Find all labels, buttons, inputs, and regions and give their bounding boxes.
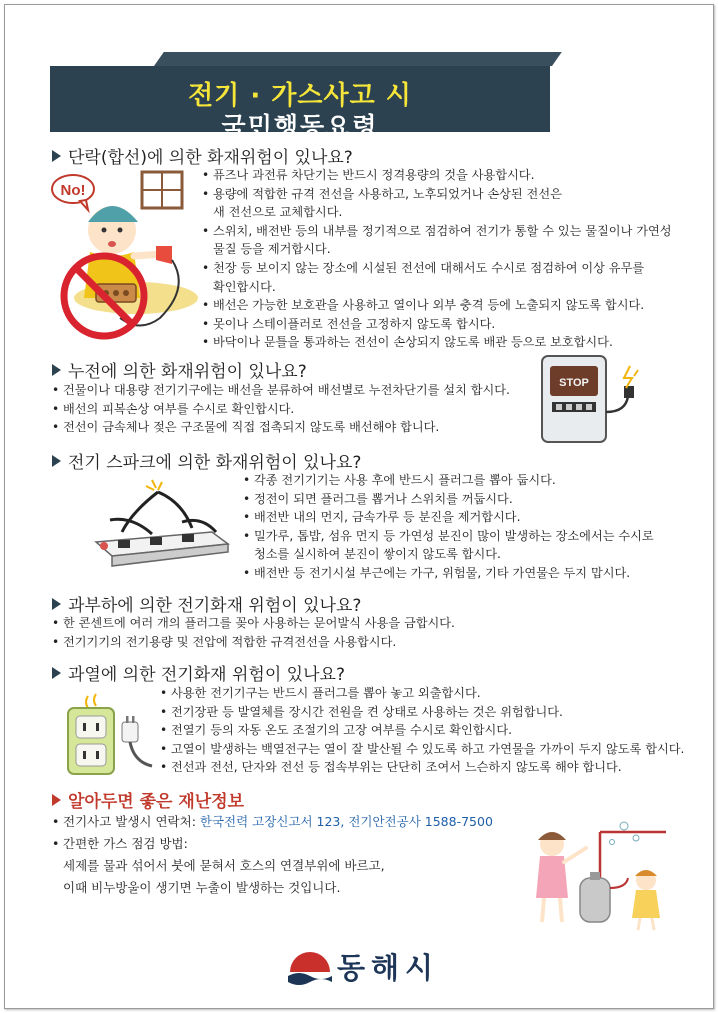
contact-row (52, 811, 493, 833)
leakage-list (52, 381, 510, 437)
list-item: • 고열이 발생하는 백열전구는 열이 잘 발산될 수 있도록 하고 가연물을 가까이 두지 않도록 합시다. (160, 740, 684, 759)
triangle-bullet-icon (52, 150, 61, 162)
triangle-bullet-icon (52, 794, 61, 806)
triangle-bullet-icon (52, 455, 61, 467)
list-item: • 정전이 되면 플러그를 뽑거나 스위치를 꺼둡시다. (243, 490, 654, 509)
stop-sign-text: STOP (559, 377, 589, 389)
list-item: • 배선의 피복손상 여부를 수시로 확인합시다. (52, 400, 510, 419)
list-item: • 배전반 등 전기시설 부근에는 가구, 위험물, 기타 가연물은 두지 맙시다. (243, 564, 654, 583)
list-item: • 전열기 등의 자동 온도 조절기의 고장 여부를 수시로 확인합시다. (160, 721, 684, 740)
contact-label: 전기사고 발생시 연락처: (63, 814, 196, 829)
disaster-info-block (52, 811, 493, 899)
banner-body (50, 66, 550, 141)
list-item: • 전선이 금속체나 젖은 구조물에 직접 접촉되지 않도록 배선해야 합니다. (52, 418, 510, 437)
overheat-list (160, 684, 684, 777)
gas-check-line1: 세제를 물과 섞어서 붓에 묻혀서 호스의 연결부위에 바르고, (63, 858, 385, 873)
section-heading-overheat: 과열에 의한 전기화재 위험이 있나요? (52, 660, 345, 685)
list-item: • 한 콘센트에 여러 개의 플러그를 꽂아 사용하는 문어발식 사용을 금합시다. (52, 614, 455, 633)
list-item: • 바닥이나 문틀을 통과하는 전선이 손상되지 않도록 배관 등으로 보호합시다. (202, 333, 672, 352)
triangle-bullet-icon (52, 598, 61, 610)
list-item: • 전선과 전선, 단자와 전선 등 접속부위는 단단히 조여서 느슨하지 않도록 해야 합니다. (160, 758, 684, 777)
triangle-bullet-icon (52, 667, 61, 679)
contact-value: 한국전력 고장신고서 123, 전기안전공사 1588-7500 (199, 814, 493, 829)
short-circuit-boy-illustration (50, 168, 200, 343)
logo-text: 동해시 (337, 951, 440, 985)
list-item: • 천장 등 보이지 않는 장소에 시설된 전선에 대해서도 수시로 점검하여 이상 유무를 확인합시다. (202, 259, 672, 296)
gas-check-line2: 이때 비누방울이 생기면 누출이 발생하는 것입니다. (63, 880, 341, 895)
spark-list (243, 471, 654, 583)
list-item: • 사용한 전기기구는 반드시 플러그를 뽑아 놓고 외출합시다. (160, 684, 684, 703)
section-heading-short-circuit: 단락(합선)에 의한 화재위험이 있나요? (52, 143, 353, 168)
list-item: • 각종 전기기기는 사용 후에 반드시 플러그를 뽑아 둡시다. (243, 471, 654, 490)
overload-list (52, 614, 455, 651)
banner-tab (154, 52, 562, 66)
breaker-stop-illustration (538, 352, 648, 448)
sun-wave-logo-icon (287, 946, 333, 986)
list-item: • 스위치, 배전반 등의 내부를 정기적으로 점검하여 전기가 통할 수 있는 물질이나 가연성 물질 등을 제거합시다. (202, 222, 672, 259)
no-bubble-text: No! (60, 182, 86, 199)
triangle-bullet-icon (52, 364, 61, 376)
title-banner (148, 52, 552, 141)
section-heading-spark: 전기 스파크에 의한 화재위험이 있나요? (52, 448, 361, 473)
donghae-city-logo (287, 944, 457, 988)
list-item: • 퓨즈나 과전류 차단기는 반드시 정격용량의 것을 사용합시다. (202, 166, 672, 185)
list-item: • 못이나 스테이플러로 전선을 고정하지 않도록 합시다. (202, 315, 672, 334)
title-line2: 국민행동요령 (221, 112, 379, 141)
gas-check-label: • 간편한 가스 점검 방법: (52, 833, 493, 855)
outlet-plug-illustration (64, 692, 160, 778)
power-strip-spark-illustration (92, 472, 232, 574)
section-heading-overload: 과부하에 의한 전기화재 위험이 있나요? (52, 591, 361, 616)
list-item: • 건물이나 대용량 전기기구에는 배선을 분류하여 배선별로 누전차단기를 설치 합시다. (52, 381, 510, 400)
list-item: • 용량에 적합한 규격 전선을 사용하고, 노후되었거나 손상된 전선은 새 전선으로 교체합시다. (202, 185, 672, 222)
list-item: • 밀가루, 톱밥, 섬유 먼지 등 가연성 분진이 많이 발생하는 장소에서는 수시로 청소를 실시하여 분진이 쌓이지 않도록 합시다. (243, 527, 654, 564)
list-item: • 배선은 가능한 보호관을 사용하고 열이나 외부 충격 등에 노출되지 않도록 합시다. (202, 296, 672, 315)
section-heading-leakage: 누전에 의한 화재위험이 있나요? (52, 357, 307, 382)
short-circuit-list (202, 166, 672, 352)
title-line1: 전기 · 가스사고 시 (188, 81, 412, 111)
list-item: • 배전반 내의 먼지, 금속가루 등 분진을 제거합시다. (243, 508, 654, 527)
gas-check-kids-illustration (516, 818, 672, 932)
list-item: • 전기기기의 전기용량 및 전압에 적합한 규격전선을 사용합시다. (52, 633, 455, 652)
section-heading-disaster-info: 알아두면 좋은 재난정보 (52, 787, 244, 812)
list-item: • 전기장판 등 발열체를 장시간 전원을 켠 상태로 사용하는 것은 위험합니다. (160, 703, 684, 722)
